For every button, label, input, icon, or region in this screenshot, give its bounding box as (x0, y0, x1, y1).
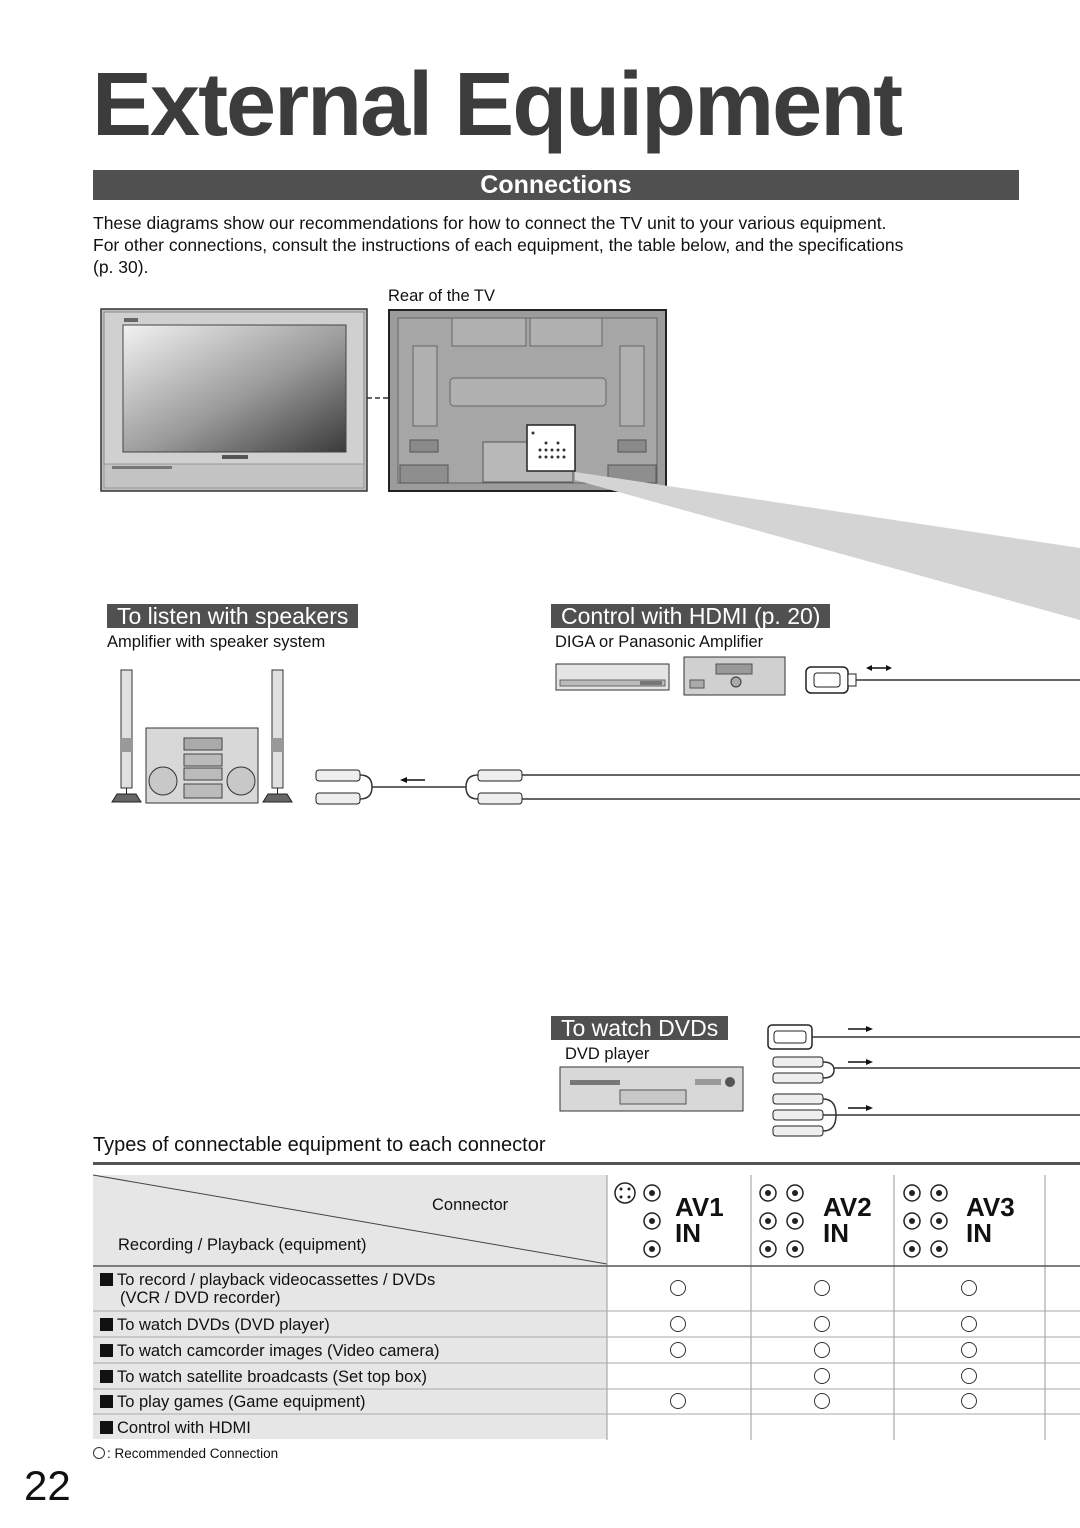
circle-mark-icon (814, 1280, 830, 1296)
hdmi-header: Control with HDMI (p. 20) (551, 604, 830, 628)
page-number: 22 (24, 1462, 71, 1509)
row-label: Control with HDMI (117, 1419, 251, 1437)
legend (93, 1446, 278, 1461)
speakers-caption: Amplifier with speaker system (107, 633, 326, 651)
bullet-square-icon (100, 1344, 113, 1357)
circle-mark-icon (670, 1342, 686, 1358)
circle-mark-icon (961, 1316, 977, 1332)
row-label: To watch satellite broadcasts (Set top box) (117, 1368, 427, 1386)
bullet-square-icon (100, 1273, 113, 1286)
circle-mark-icon (814, 1342, 830, 1358)
col-av1-title: AV1 (675, 1192, 724, 1222)
row-label: To play games (Game equipment) (117, 1393, 366, 1411)
page-title: External Equipment (92, 55, 902, 155)
corner-connector-label: Connector (432, 1196, 509, 1214)
section-title: Connections (93, 170, 1019, 200)
row-label: To watch camcorder images (Video camera) (117, 1342, 440, 1360)
circle-mark-icon (961, 1280, 977, 1296)
circle-mark-icon (814, 1316, 830, 1332)
col-av3-sub: IN (966, 1218, 992, 1248)
bullet-square-icon (100, 1395, 113, 1408)
table-row (100, 1316, 330, 1335)
dvd-caption: DVD player (565, 1045, 650, 1063)
bullet-square-icon (100, 1370, 113, 1383)
col-av1-sub: IN (675, 1218, 701, 1248)
circle-mark-icon (814, 1393, 830, 1409)
circle-mark-icon (961, 1393, 977, 1409)
table-caption: Types of connectable equipment to each connector (93, 1134, 546, 1156)
speakers-header: To listen with speakers (107, 604, 358, 628)
table-row (100, 1393, 366, 1412)
table-row (100, 1419, 251, 1438)
table-row (100, 1342, 440, 1361)
circle-mark-icon (814, 1368, 830, 1384)
intro-line-2: For other connections, consult the instructions of each equipment, the table below, and the specifications (93, 235, 904, 255)
hdmi-caption: DIGA or Panasonic Amplifier (555, 633, 764, 651)
table-row (100, 1271, 436, 1307)
intro-line-1: These diagrams show our recommendations for how to connect the TV unit to your various equipment. (93, 213, 887, 233)
circle-mark-icon (961, 1368, 977, 1384)
dvd-header: To watch DVDs (551, 1016, 728, 1040)
row-label: To record / playback videocassettes / DVDs (117, 1271, 436, 1289)
table-row (100, 1368, 427, 1387)
bullet-square-icon (100, 1421, 113, 1434)
legend-text: : Recommended Connection (107, 1446, 279, 1461)
circle-mark-icon (670, 1393, 686, 1409)
col-av2-sub: IN (823, 1218, 849, 1248)
col-av2-title: AV2 (823, 1192, 872, 1222)
row-label: To watch DVDs (DVD player) (117, 1316, 330, 1334)
circle-mark-icon (670, 1316, 686, 1332)
circle-mark-icon (93, 1447, 105, 1459)
circle-mark-icon (961, 1342, 977, 1358)
row-sublabel: (VCR / DVD recorder) (120, 1289, 281, 1307)
corner-equipment-label: Recording / Playback (equipment) (118, 1236, 367, 1254)
intro-line-3: (p. 30). (93, 257, 149, 277)
bullet-square-icon (100, 1318, 113, 1331)
rear-of-tv-label: Rear of the TV (388, 287, 496, 305)
col-av3-title: AV3 (966, 1192, 1015, 1222)
circle-mark-icon (670, 1280, 686, 1296)
